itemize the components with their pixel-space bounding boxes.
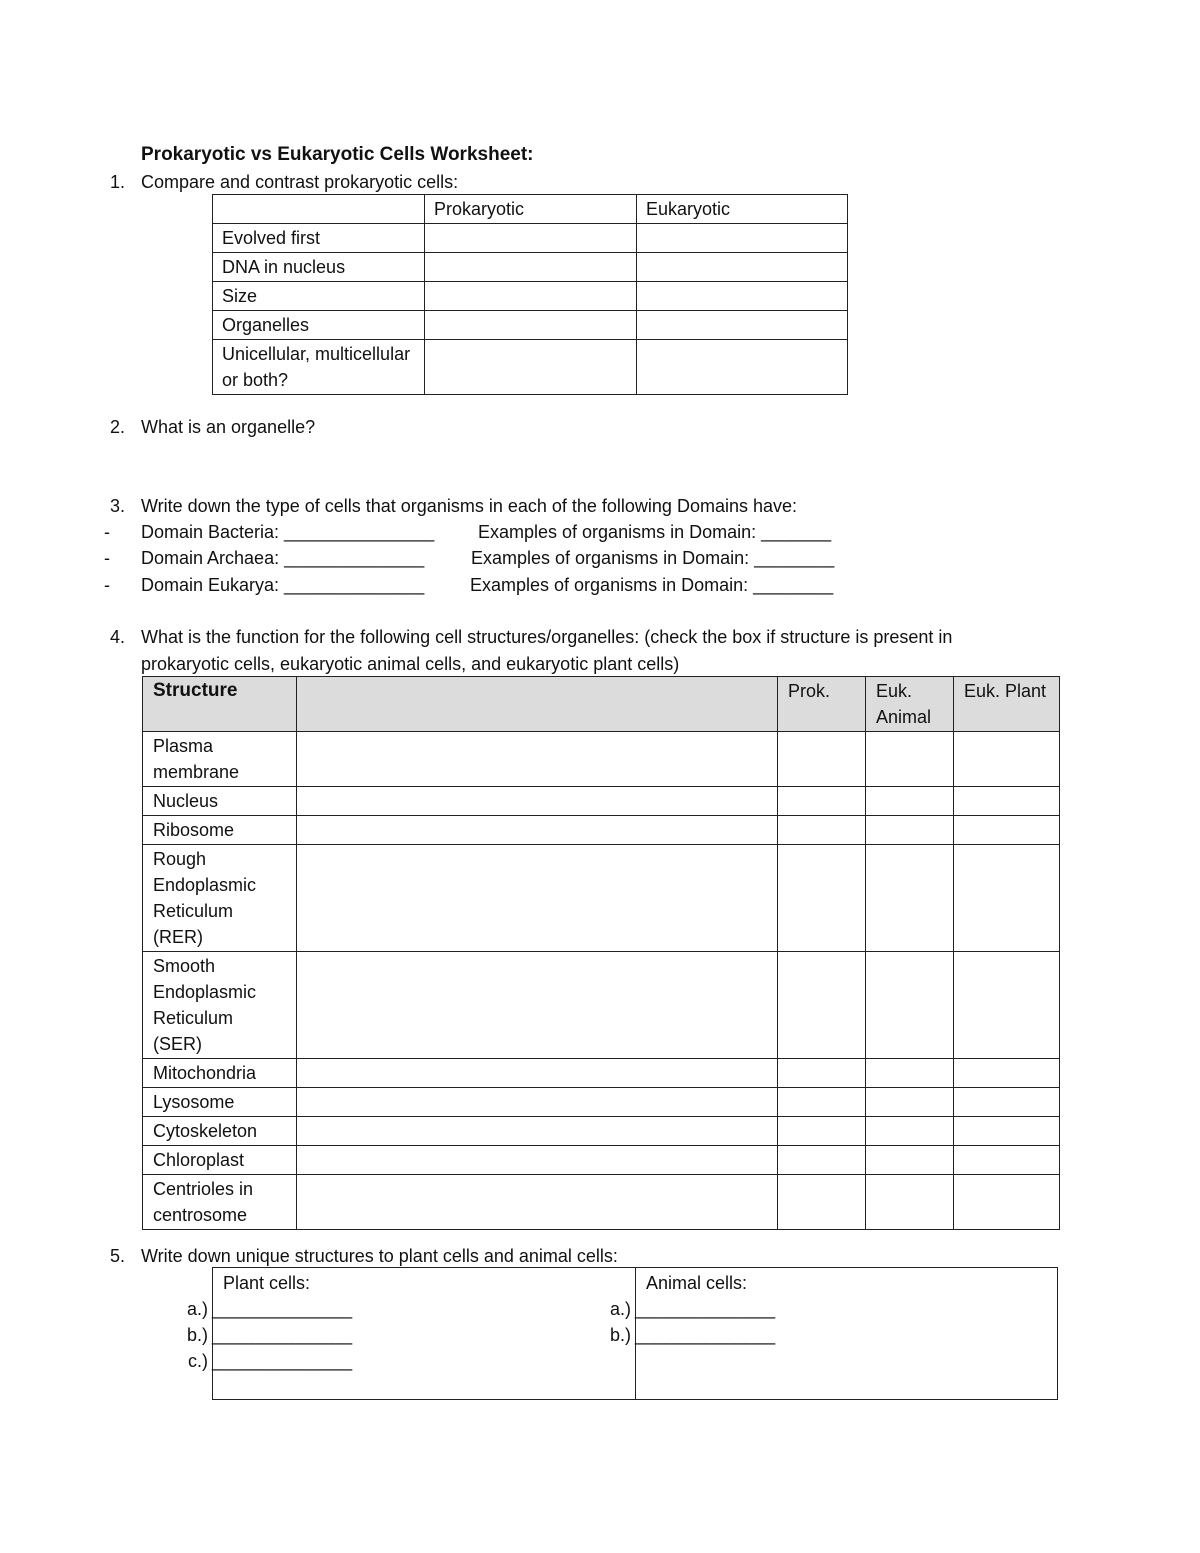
prok-checkbox-cell[interactable] — [778, 1117, 866, 1146]
compare-cell[interactable] — [637, 340, 848, 395]
domain-archaea-examples: Examples of organisms in Domain: ________ — [471, 548, 835, 568]
structure-name: Lysosome — [143, 1088, 297, 1117]
euk-plant-checkbox-cell[interactable] — [954, 1117, 1060, 1146]
function-cell[interactable] — [297, 952, 778, 1059]
prok-checkbox-cell[interactable] — [778, 952, 866, 1059]
prok-checkbox-cell[interactable] — [778, 1088, 866, 1117]
euk-plant-checkbox-cell[interactable] — [954, 1059, 1060, 1088]
compare-cell[interactable] — [637, 282, 848, 311]
prok-checkbox-cell[interactable] — [778, 816, 866, 845]
euk-animal-checkbox-cell[interactable] — [866, 1175, 954, 1230]
plant-item — [168, 1351, 352, 1372]
euk-plant-checkbox-cell[interactable] — [954, 952, 1060, 1059]
domain-archaea-label: Domain Archaea: ______________ — [141, 548, 425, 568]
plant-cells-header: Plant cells: — [223, 1273, 311, 1293]
compare-header-empty — [213, 195, 425, 224]
q5-text: Write down unique structures to plant cells and animal cells: — [141, 1246, 618, 1266]
compare-row-label: Organelles — [213, 311, 425, 340]
euk-animal-checkbox-cell[interactable] — [866, 845, 954, 952]
q2-text: What is an organelle? — [141, 417, 316, 437]
item-blank[interactable]: ______________ — [635, 1325, 776, 1345]
function-cell[interactable] — [297, 1117, 778, 1146]
function-cell[interactable] — [297, 1146, 778, 1175]
q2-number: 2. — [109, 417, 125, 437]
domain-eukarya-examples: Examples of organisms in Domain: ________ — [470, 575, 834, 595]
function-cell[interactable] — [297, 845, 778, 952]
domain-bacteria-examples: Examples of organisms in Domain: _______ — [478, 522, 832, 542]
euk-animal-checkbox-cell[interactable] — [866, 816, 954, 845]
bullet: - — [104, 575, 110, 595]
item-label: a.) — [186, 1299, 208, 1319]
item-blank[interactable]: ______________ — [212, 1351, 353, 1371]
structure-name: Mitochondria — [143, 1059, 297, 1088]
item-blank[interactable]: ______________ — [212, 1325, 353, 1345]
compare-cell[interactable] — [425, 253, 637, 282]
function-cell[interactable] — [297, 787, 778, 816]
item-blank[interactable]: ______________ — [212, 1299, 353, 1319]
prok-checkbox-cell[interactable] — [778, 1146, 866, 1175]
structure-name: Ribosome — [143, 816, 297, 845]
item-label: b.) — [609, 1325, 631, 1345]
structure-name: Chloroplast — [143, 1146, 297, 1175]
item-label: a.) — [609, 1299, 631, 1319]
q4-text-line1: What is the function for the following cell structures/organelles: (check the box if structure is present in — [141, 627, 953, 647]
euk-plant-checkbox-cell[interactable] — [954, 1146, 1060, 1175]
euk-plant-checkbox-cell[interactable] — [954, 816, 1060, 845]
header-prok: Prok. — [778, 677, 866, 732]
structure-name: Rough Endoplasmic Reticulum (RER) — [143, 845, 297, 952]
header-euk-animal: Euk. Animal — [866, 677, 954, 732]
prok-checkbox-cell[interactable] — [778, 845, 866, 952]
compare-cell[interactable] — [425, 311, 637, 340]
euk-animal-checkbox-cell[interactable] — [866, 1146, 954, 1175]
compare-cell[interactable] — [425, 224, 637, 253]
domain-bacteria-label: Domain Bacteria: _______________ — [141, 522, 435, 542]
header-euk-plant: Euk. Plant — [954, 677, 1060, 732]
function-cell[interactable] — [297, 816, 778, 845]
structure-name: Smooth Endoplasmic Reticulum (SER) — [143, 952, 297, 1059]
header-function — [297, 677, 778, 732]
domain-eukarya-label: Domain Eukarya: ______________ — [141, 575, 425, 595]
animal-item — [591, 1299, 775, 1320]
euk-plant-checkbox-cell[interactable] — [954, 1088, 1060, 1117]
compare-cell[interactable] — [637, 253, 848, 282]
q1-number: 1. — [109, 172, 125, 192]
item-label: c.) — [188, 1351, 208, 1371]
function-cell[interactable] — [297, 1175, 778, 1230]
q4-number: 4. — [109, 627, 125, 647]
compare-table — [212, 194, 848, 395]
structure-table — [142, 676, 1060, 1230]
euk-plant-checkbox-cell[interactable] — [954, 732, 1060, 787]
euk-animal-checkbox-cell[interactable] — [866, 1088, 954, 1117]
q1-text: Compare and contrast prokaryotic cells: — [141, 172, 459, 192]
q3-text: Write down the type of cells that organisms in each of the following Domains have: — [141, 496, 798, 516]
prok-checkbox-cell[interactable] — [778, 1059, 866, 1088]
page-title: Prokaryotic vs Eukaryotic Cells Worksheet: — [141, 144, 534, 165]
bullet: - — [104, 522, 110, 542]
q5-number: 5. — [109, 1246, 125, 1266]
euk-plant-checkbox-cell[interactable] — [954, 787, 1060, 816]
function-cell[interactable] — [297, 1088, 778, 1117]
structure-name: Centrioles in centrosome — [143, 1175, 297, 1230]
compare-cell[interactable] — [637, 311, 848, 340]
item-blank[interactable]: ______________ — [635, 1299, 776, 1319]
prok-checkbox-cell[interactable] — [778, 732, 866, 787]
structure-name: Cytoskeleton — [143, 1117, 297, 1146]
compare-row-label: DNA in nucleus — [213, 253, 425, 282]
compare-cell[interactable] — [637, 224, 848, 253]
compare-row-label: Size — [213, 282, 425, 311]
euk-animal-checkbox-cell[interactable] — [866, 1117, 954, 1146]
euk-plant-checkbox-cell[interactable] — [954, 1175, 1060, 1230]
euk-animal-checkbox-cell[interactable] — [866, 952, 954, 1059]
function-cell[interactable] — [297, 732, 778, 787]
header-structure: Structure — [143, 677, 297, 732]
prok-checkbox-cell[interactable] — [778, 787, 866, 816]
function-cell[interactable] — [297, 1059, 778, 1088]
prok-checkbox-cell[interactable] — [778, 1175, 866, 1230]
structure-name: Nucleus — [143, 787, 297, 816]
euk-animal-checkbox-cell[interactable] — [866, 1059, 954, 1088]
q3-number: 3. — [109, 496, 125, 516]
compare-cell[interactable] — [425, 282, 637, 311]
q4-text-line2: prokaryotic cells, eukaryotic animal cells, and eukaryotic plant cells) — [141, 654, 680, 674]
compare-row-label: Evolved first — [213, 224, 425, 253]
plant-item — [168, 1325, 352, 1346]
bullet: - — [104, 548, 110, 568]
compare-row-label: Unicellular, multicellular or both? — [213, 340, 425, 395]
item-label: b.) — [186, 1325, 208, 1345]
animal-item — [591, 1325, 775, 1346]
euk-plant-checkbox-cell[interactable] — [954, 845, 1060, 952]
animal-cells-header: Animal cells: — [646, 1273, 748, 1293]
euk-animal-checkbox-cell[interactable] — [866, 732, 954, 787]
compare-header-prokaryotic: Prokaryotic — [425, 195, 637, 224]
compare-cell[interactable] — [425, 340, 637, 395]
compare-header-eukaryotic: Eukaryotic — [637, 195, 848, 224]
structure-name: Plasma membrane — [143, 732, 297, 787]
plant-item — [168, 1299, 352, 1320]
euk-animal-checkbox-cell[interactable] — [866, 787, 954, 816]
